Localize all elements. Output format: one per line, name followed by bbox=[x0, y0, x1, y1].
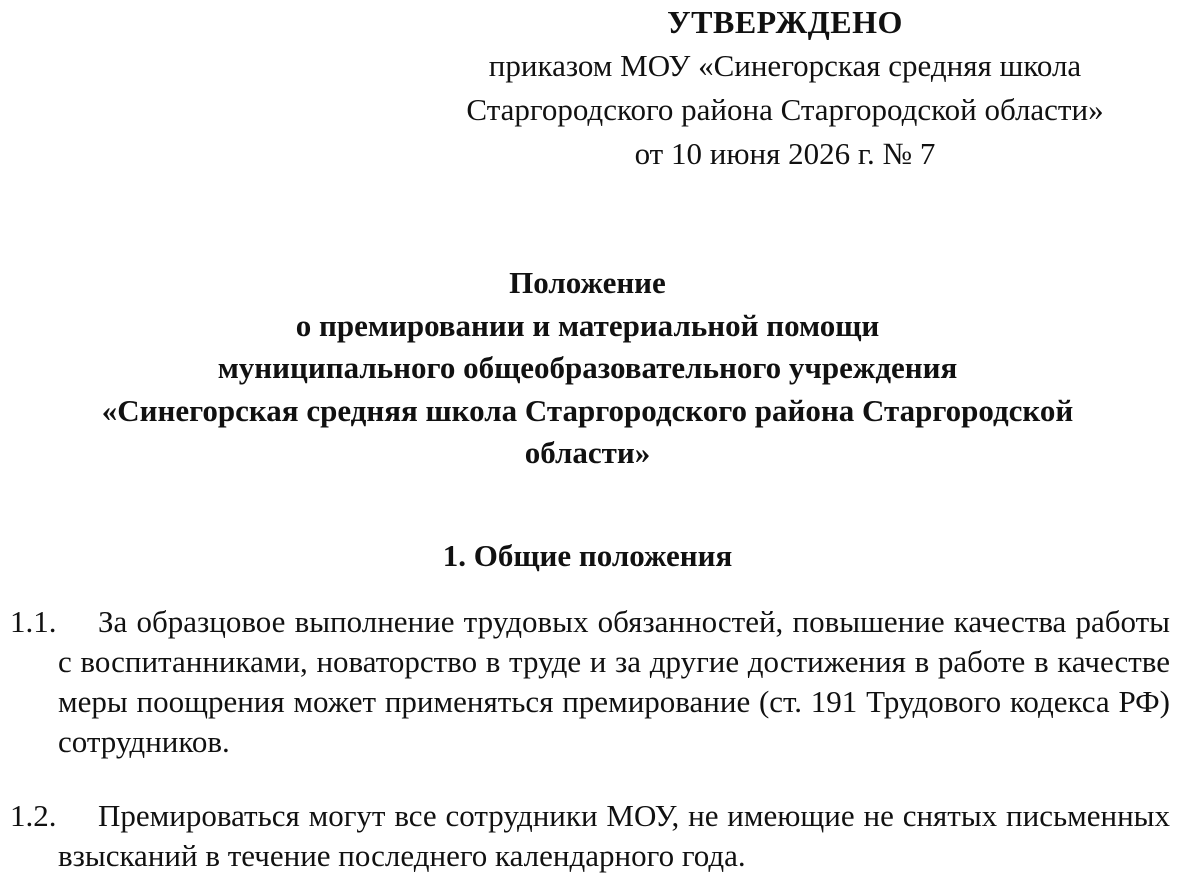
document-title-line: о премировании и материальной помощи bbox=[295, 307, 880, 343]
clause-text: Премироваться могут все сотрудники МОУ, не имеющие не снятых письменных взысканий в течение последнего календарного года. bbox=[58, 798, 1170, 873]
section-heading: 1. Общие положения bbox=[442, 538, 733, 573]
clause-item bbox=[0, 796, 1170, 876]
document-title-line: «Синегорская средняя школа Старгородского района Старгородской bbox=[101, 392, 1074, 428]
approval-block bbox=[400, 0, 1170, 176]
clause-item bbox=[0, 602, 1170, 762]
approval-district-line: Старгородского района Старгородской области» bbox=[466, 92, 1104, 127]
approval-date-line: от 10 июня 2026 г. № 7 bbox=[634, 136, 936, 171]
clause-text: За образцовое выполнение трудовых обязанностей, повышение качества работы с воспитанниками, новаторство в труде и за другие достижения в работе в качестве меры поощрения может применяться премирование (ст. 191 Трудового кодекса РФ) сотрудников. bbox=[58, 604, 1170, 759]
document-title-line: области» bbox=[524, 435, 651, 470]
clause-number: 1.1. bbox=[10, 604, 57, 639]
document-title-line: муниципального общеобразовательного учреждения bbox=[217, 350, 958, 385]
approval-order-line: приказом МОУ «Синегорская средняя школа bbox=[488, 48, 1082, 83]
approval-heading: УТВЕРЖДЕНО bbox=[667, 4, 903, 40]
clause-number: 1.2. bbox=[10, 798, 57, 833]
document-title-line: Положение bbox=[509, 265, 666, 300]
document-title bbox=[0, 262, 1175, 475]
